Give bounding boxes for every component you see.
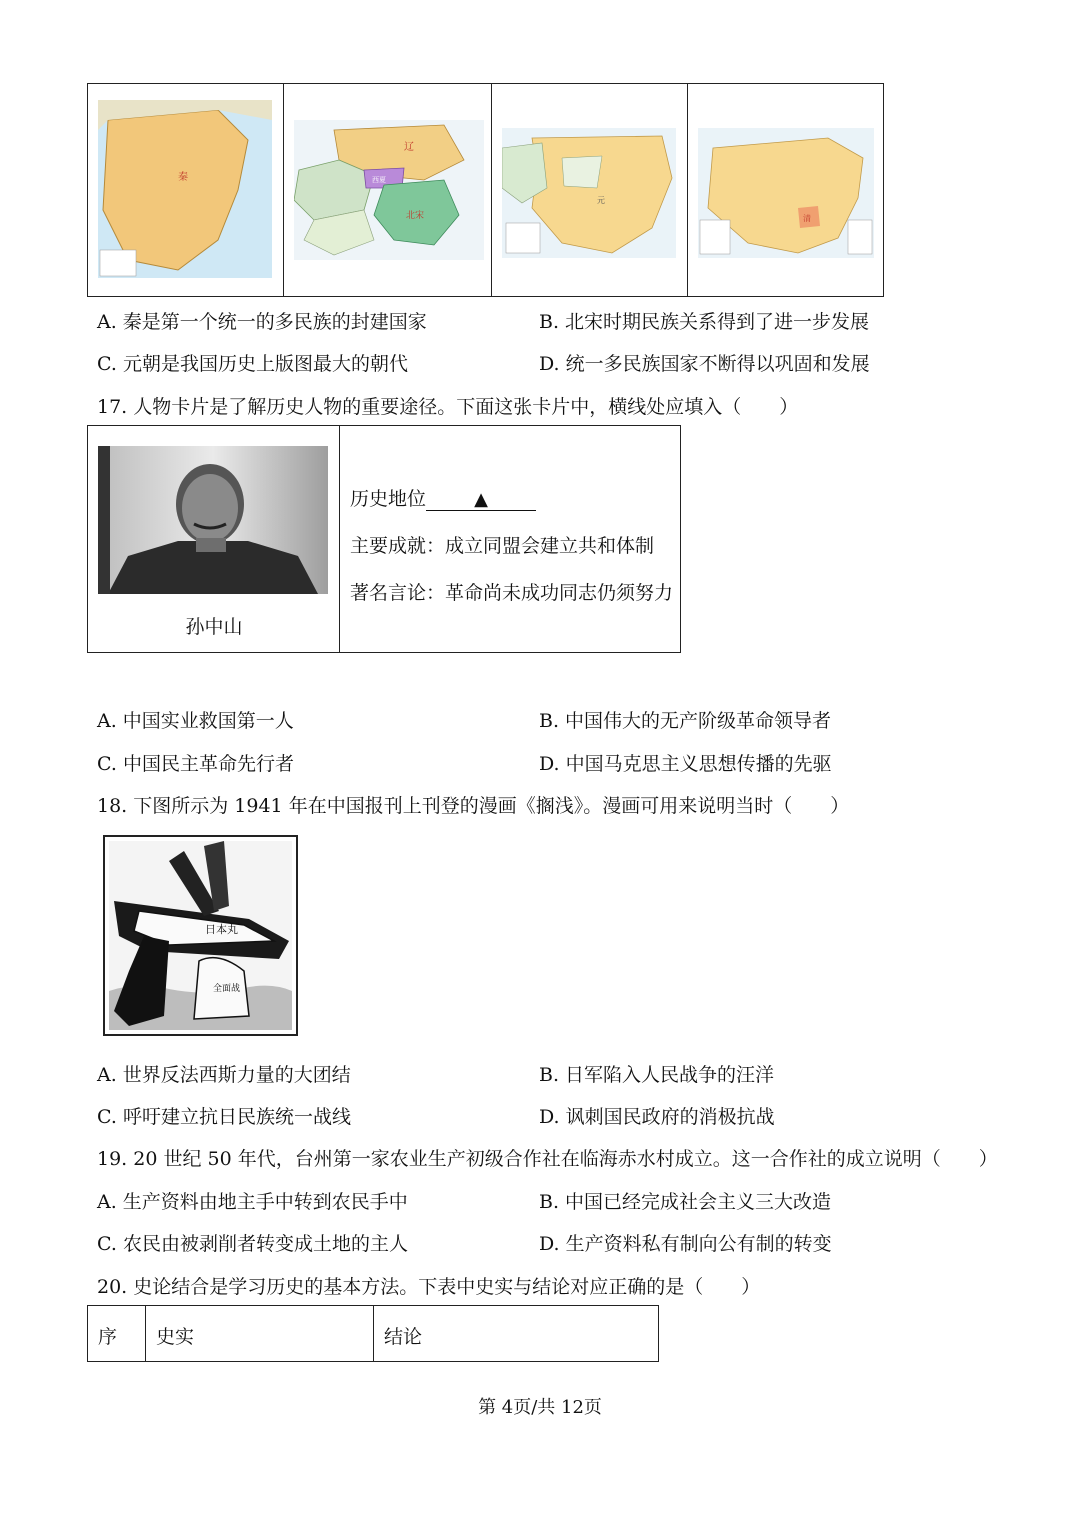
q16-option-c[interactable]: C. 元朝是我国历史上版图最大的朝代 (97, 353, 408, 375)
q18-option-a[interactable]: A. 世界反法西斯力量的大团结 (97, 1064, 351, 1086)
map-cell-yuan (492, 84, 688, 296)
q20-stem: 20. 史论结合是学习历史的基本方法。下表中史实与结论对应正确的是（ ） (97, 1276, 761, 1298)
table-header-index: 序 (98, 1326, 118, 1348)
q16-option-a[interactable]: A. 秦是第一个统一的多民族的封建国家 (97, 311, 427, 333)
q19-option-a[interactable]: A. 生产资料由地主手中转到农民手中 (97, 1191, 408, 1213)
person-name: 孙中山 (185, 616, 243, 638)
status-line (350, 484, 673, 511)
yuan-map-image (502, 128, 676, 258)
q17-option-d[interactable]: D. 中国马克思主义思想传播的先驱 (539, 753, 832, 775)
q16-option-b[interactable]: B. 北宋时期民族关系得到了进一步发展 (539, 311, 870, 333)
svg-text:元: 元 (597, 196, 605, 205)
cartoon-frame (103, 835, 298, 1036)
q18-option-c[interactable]: C. 呼吁建立抗日民族统一战线 (97, 1106, 351, 1128)
status-label: 历史地位 (350, 488, 427, 510)
qing-map-image (698, 128, 874, 258)
quote-line: 著名言论：革命尚未成功同志仍须努力 (350, 582, 674, 604)
person-card-photo-cell (88, 426, 340, 652)
map-cell-qing (688, 84, 885, 296)
sun-yat-sen-photo (98, 446, 328, 594)
person-card-info (350, 484, 673, 605)
map-cell-song (284, 84, 492, 296)
svg-text:西夏: 西夏 (372, 176, 386, 184)
stranded-cartoon-image (109, 841, 292, 1030)
q16-option-d[interactable]: D. 统一多民族国家不断得以巩固和发展 (539, 353, 870, 375)
map-cell-qin (88, 84, 284, 296)
map-strip (87, 83, 884, 297)
q19-option-c[interactable]: C. 农民由被剥削者转变成土地的主人 (97, 1233, 408, 1255)
page-footer: 第 4页/共 12页 (478, 1397, 602, 1418)
q19-option-b[interactable]: B. 中国已经完成社会主义三大改造 (539, 1191, 832, 1213)
q17-option-b[interactable]: B. 中国伟大的无产阶级革命领导者 (539, 710, 832, 732)
svg-text:日本丸: 日本丸 (205, 923, 238, 936)
table-divider (373, 1306, 374, 1361)
q17-option-c[interactable]: C. 中国民主革命先行者 (97, 753, 294, 775)
triangle-marker-icon: ▲ (474, 489, 488, 510)
achievement-line: 主要成就：成立同盟会建立共和体制 (350, 535, 655, 557)
q19-option-d[interactable]: D. 生产资料私有制向公有制的转变 (539, 1233, 832, 1255)
table-divider (145, 1306, 146, 1361)
qin-map-image (98, 100, 272, 278)
table-header-fact: 史实 (156, 1326, 195, 1348)
q17-stem: 17. 人物卡片是了解历史人物的重要途径。下面这张卡片中，横线处应填入（ ） (97, 396, 799, 418)
svg-text:清: 清 (803, 214, 811, 223)
q19-stem: 19. 20 世纪 50 年代，台州第一家农业生产初级合作社在临海赤水村成立。这一合作社的成立说明（ ） (97, 1148, 998, 1170)
svg-text:全面战: 全面战 (213, 984, 241, 994)
q18-option-b[interactable]: B. 日军陷入人民战争的汪洋 (539, 1064, 775, 1086)
q18-stem: 18. 下图所示为 1941 年在中国报刊上刊登的漫画《搁浅》。漫画可用来说明当时（ ） (97, 795, 850, 817)
table-header-conclusion: 结论 (384, 1326, 423, 1348)
q18-option-d[interactable]: D. 讽刺国民政府的消极抗战 (539, 1106, 775, 1128)
svg-text:秦: 秦 (178, 172, 188, 183)
status-blank (426, 488, 536, 511)
svg-text:辽: 辽 (404, 142, 414, 153)
q17-option-a[interactable]: A. 中国实业救国第一人 (97, 710, 294, 732)
person-card (87, 425, 681, 653)
song-liao-map-image (294, 120, 484, 260)
svg-text:北宋: 北宋 (406, 211, 425, 221)
fact-conclusion-table (87, 1305, 659, 1362)
